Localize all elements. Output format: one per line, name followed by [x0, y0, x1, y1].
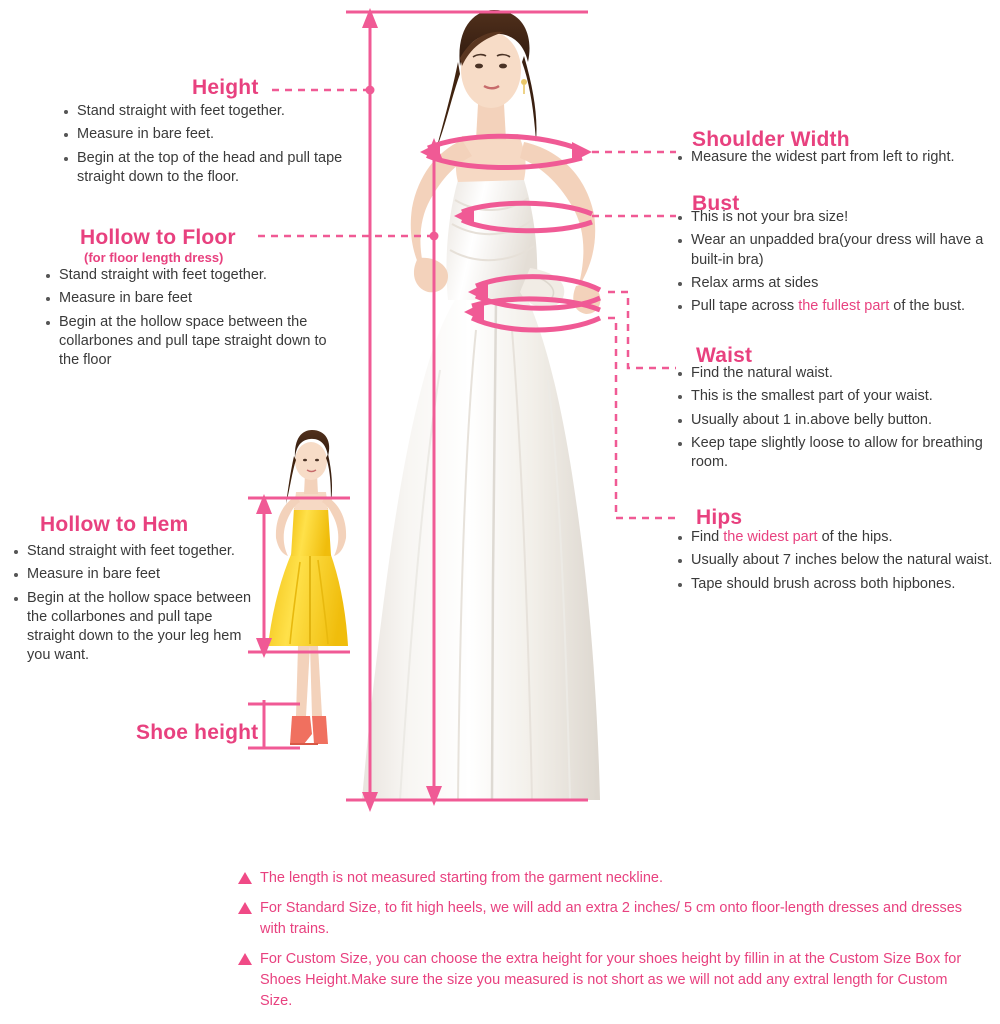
bust-heading: Bust: [692, 192, 740, 215]
note-text: The length is not measured starting from the garment neckline.: [260, 870, 663, 886]
hips-note-after: of the hips.: [817, 529, 893, 545]
hollow-to-hem-bullets: [12, 542, 252, 670]
list-item: Tape should brush across both hipbones.: [676, 575, 996, 594]
list-item: Stand straight with feet together.: [12, 542, 252, 561]
list-item: Begin at the hollow space between the collarbones and pull tape straight down to the your leg hem you want.: [12, 589, 252, 666]
shoulder-width-bullets: [676, 148, 996, 171]
hips-note-before: Find: [691, 529, 724, 545]
height-heading: Height: [192, 76, 259, 99]
list-item: Measure in bare feet: [12, 565, 252, 584]
bust-note-after: of the bust.: [889, 298, 966, 315]
list-item: Keep tape slightly loose to allow for breathing room.: [676, 434, 996, 473]
list-item: Usually about 1 in.above belly button.: [676, 411, 996, 430]
list-item: Wear an unpadded bra(your dress will have a built-in bra): [676, 231, 996, 270]
list-item: Measure the widest part from left to right.: [676, 148, 996, 167]
bust-bullets: [676, 208, 996, 320]
hips-heading: Hips: [696, 506, 743, 529]
list-item: [676, 297, 996, 316]
list-item: Stand straight with feet together.: [44, 266, 344, 285]
list-item: Measure in bare feet.: [62, 125, 362, 144]
note-text: For Standard Size, to fit high heels, we will add an extra 2 inches/ 5 cm onto floor-length dresses and dresses with trains.: [260, 900, 963, 938]
warning-triangle-icon: [238, 872, 252, 884]
bust-note-highlight: the fullest part: [798, 298, 890, 315]
hips-note-highlight: the widest part: [723, 529, 818, 545]
waist-bullets: [676, 364, 996, 476]
list-item: This is the smallest part of your waist.: [676, 387, 996, 406]
note-row: [238, 868, 978, 889]
list-item: Relax arms at sides: [676, 274, 996, 293]
waist-heading: Waist: [696, 344, 753, 367]
shoe-height-heading: Shoe height: [136, 721, 259, 744]
hollow-to-floor-subheading: (for floor length dress): [84, 250, 224, 265]
bride-illustration: [362, 10, 600, 800]
list-item: Stand straight with feet together.: [62, 102, 362, 121]
list-item: This is not your bra size!: [676, 208, 996, 227]
note-text: For Custom Size, you can choose the extra height for your shoes height by fillin in at the Custom Size Box for Shoes Height.Make sure the size you measured is not short as we will not add any extral length for Custom Size.: [260, 951, 962, 1010]
hips-bullets: [676, 528, 996, 598]
list-item: Begin at the hollow space between the collarbones and pull tape straight down to the floor: [44, 313, 344, 371]
notes-block: [238, 868, 978, 1021]
height-bullets: [62, 102, 362, 191]
hollow-to-hem-heading: Hollow to Hem: [40, 513, 189, 536]
note-row: [238, 898, 978, 940]
warning-triangle-icon: [238, 902, 252, 914]
warning-triangle-icon: [238, 953, 252, 965]
bust-note-before: Pull tape across: [691, 298, 799, 315]
list-item: Begin at the top of the head and pull tape straight down to the floor.: [62, 149, 362, 188]
shoulder-width-heading: Shoulder Width: [692, 128, 850, 151]
list-item: Measure in bare feet: [44, 289, 344, 308]
note-row: [238, 949, 978, 1012]
hollow-to-floor-bullets: [44, 266, 344, 374]
short-dress-illustration: [268, 430, 348, 744]
list-item: [676, 528, 996, 547]
list-item: Usually about 7 inches below the natural waist.: [676, 551, 996, 570]
hollow-to-floor-heading: Hollow to Floor: [80, 226, 236, 249]
list-item: Find the natural waist.: [676, 364, 996, 383]
